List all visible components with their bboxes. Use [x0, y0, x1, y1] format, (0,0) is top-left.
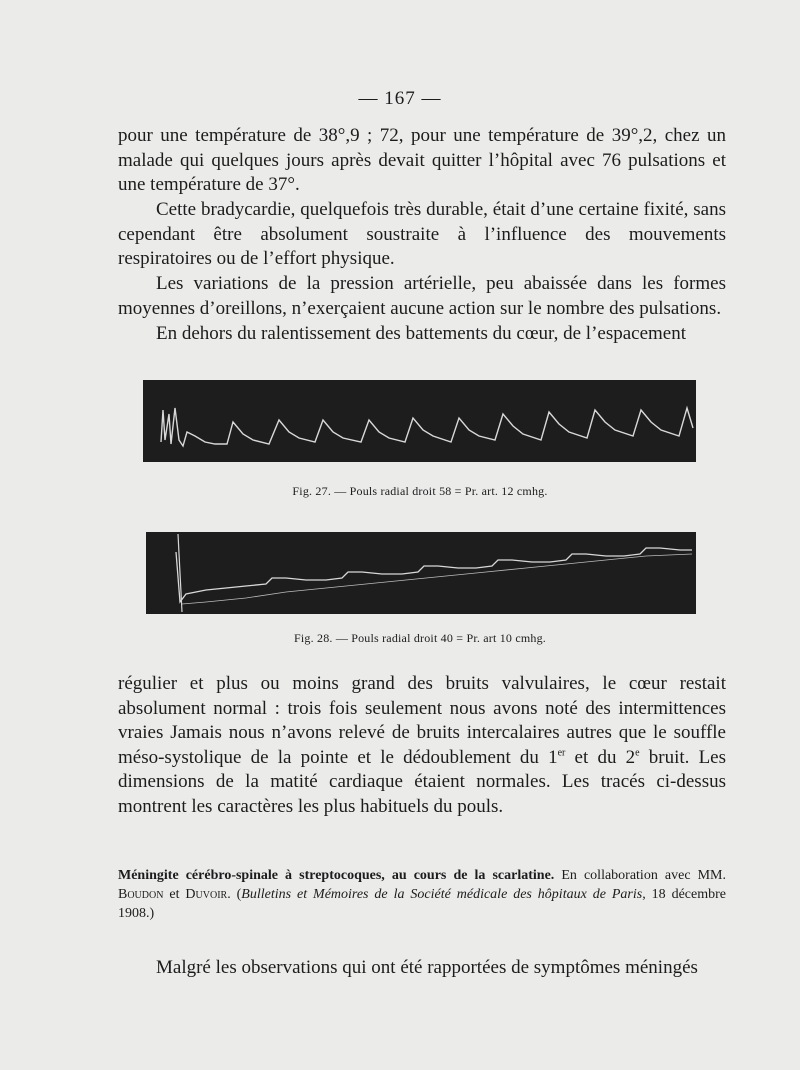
paragraph-5-text-b: et du 2 [565, 746, 636, 768]
paragraph-2: Cette bradycardie, quelquefois très durable, était d’une certaine fixité, sans cependant être absolument soustraite à l’influence des mouvements respiratoires ou de l’effort physique. [118, 199, 726, 269]
paragraph-5-text-c: bruit. Les dimensions de la matité cardiaque étaient normales. Les tracés ci-dessus montrent les caractères les plus habituels du pouls. [118, 746, 726, 817]
final-paragraph: Malgré les observations qui ont été rapportées de symptômes méningés [156, 957, 698, 978]
figure-27-caption: Fig. 27. — Pouls radial droit 58 = Pr. art. 12 cmhg. [292, 484, 548, 498]
reference-author-1: Boudon [118, 887, 164, 902]
reference-date: , 18 décembre 1908.) [118, 887, 726, 921]
paragraph-3: Les variations de la pression artérielle, peu abaissée dans les formes moyennes d’oreillons, n’exerçaient aucune action sur le nombre des pulsations. [118, 273, 726, 319]
bibliographic-reference [118, 866, 726, 923]
figure-28-caption: Fig. 28. — Pouls radial droit 40 = Pr. art 10 cmhg. [294, 631, 546, 645]
pulse-trace-svg-28 [146, 532, 696, 614]
reference-period: . ( [227, 887, 242, 902]
figure-27-pulse-trace [143, 380, 696, 462]
superscript-er: er [557, 747, 566, 759]
reference-collab: En collaboration avec MM. [554, 868, 726, 883]
figure-28-pulse-trace [146, 532, 696, 614]
reference-author-2: Duvoir [185, 887, 228, 902]
paragraph-5 [118, 672, 726, 819]
paragraph-5-text-a: régulier et plus ou moins grand des bruits valvulaires, le cœur restait absolument normal : trois fois seulement nous avons noté des intermittences vraies Jamais nous n’avons relevé de bruits intercalaires autres que le souffle méso-systolique de la pointe et le dédoublement du 1 [118, 673, 726, 768]
page-number: — 167 — [358, 88, 442, 109]
pulse-trace-svg-27 [143, 380, 696, 462]
paragraph-1: pour une température de 38°,9 ; 72, pour une température de 39°,2, chez un malade qui quelques jours après devait quitter l’hôpital avec 76 pulsations et une température de 37°. [118, 125, 726, 195]
superscript-e: e [635, 747, 640, 759]
reference-title: Méningite cérébro-spinale à streptocoques, au cours de la scarlatine. [118, 868, 555, 883]
paragraph-4: En dehors du ralentissement des battements du cœur, de l’espacement [156, 323, 687, 344]
reference-journal: Bulletins et Mémoires de la Société médicale des hôpitaux de Paris [241, 887, 643, 902]
reference-and: et [163, 887, 186, 902]
